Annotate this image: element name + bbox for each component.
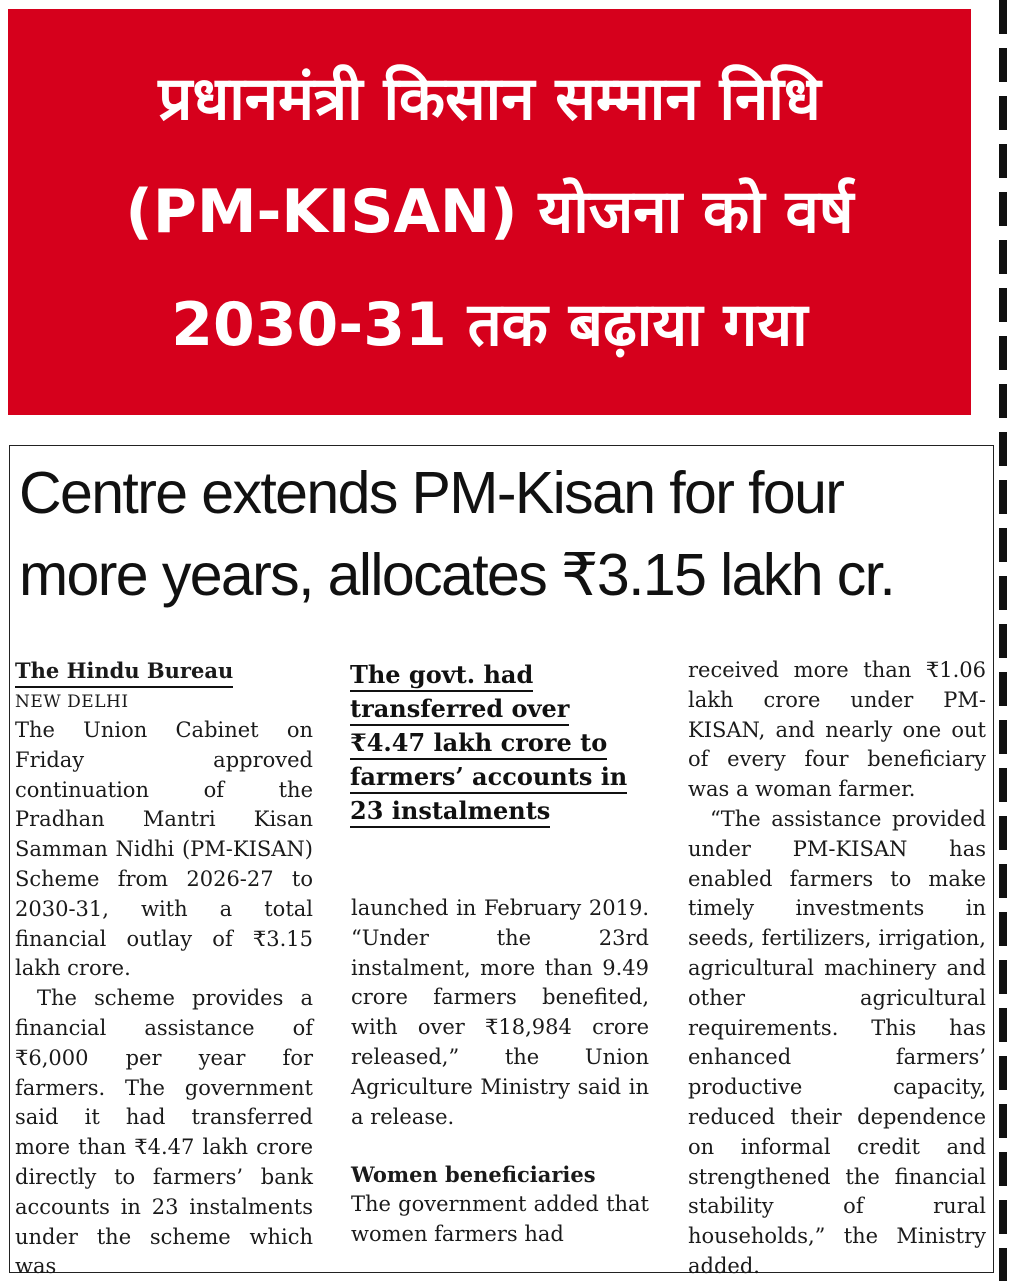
paragraph: The government added that women farmers had	[351, 1192, 649, 1247]
pull-quote	[350, 658, 650, 828]
hindi-title-banner	[8, 9, 971, 415]
newspaper-clipping	[9, 445, 994, 1279]
article-column-1	[15, 656, 313, 1282]
headline-line-1: Centre extends PM-Kisan for four	[19, 460, 844, 526]
dateline: NEW DELHI	[15, 692, 129, 712]
hindi-title-line-3: 2030-31 तक बढ़ाया गया	[171, 289, 808, 360]
article-column-3	[688, 656, 986, 1282]
hindi-title-line-2: (PM-KISAN) योजना को वर्ष	[125, 176, 854, 247]
paragraph: “The assistance provided under PM-KISAN has enabled farmers to make timely investments in seeds, fertilizers, irrigation, agricultural machinery and other agricultural requirements. This has enhanced farmers’ productive capacity, reduced their dependence on informal credit and strengthened the financial stability of rural households,” the Ministry added.	[688, 806, 986, 1278]
headline-line-2: more years, allocates ₹3.15 lakh cr.	[19, 542, 895, 608]
dashed-cut-line	[999, 0, 1007, 1281]
pull-quote-text: The govt. had transferred over ₹4.47 lakh crore to farmers’ accounts in 23 instalments	[350, 660, 627, 828]
paragraph: The Union Cabinet on Friday approved continuation of the Pradhan Mantri Kisan Samman Nidhi (PM-KISAN) Scheme from 2026-27 to 2030-31, with a total financial outlay of ₹3.15 lakh crore.	[15, 718, 313, 981]
hindi-title	[125, 43, 853, 382]
paragraph: The scheme provides a financial assistance of ₹6,000 per year for farmers. The government said it had transferred more than ₹4.47 lakh crore directly to farmers’ bank accounts in 23 instalments under the scheme which was	[15, 986, 313, 1279]
subheading: Women beneficiaries	[351, 1162, 596, 1188]
article-column-2	[351, 894, 649, 1250]
hindi-title-line-1: प्रधानमंत्री किसान सम्मान निधि	[158, 63, 821, 134]
paragraph: received more than ₹1.06 lakh crore under PM-KISAN, and nearly one out of every four beneficiary was a woman farmer.	[688, 658, 986, 802]
byline: The Hindu Bureau	[15, 656, 233, 688]
paragraph: launched in February 2019. “Under the 23rd instalment, more than 9.49 crore farmers benefited, with over ₹18,984 crore released,” the Union Agriculture Ministry said in a release.	[351, 896, 649, 1129]
article-headline	[19, 452, 984, 616]
